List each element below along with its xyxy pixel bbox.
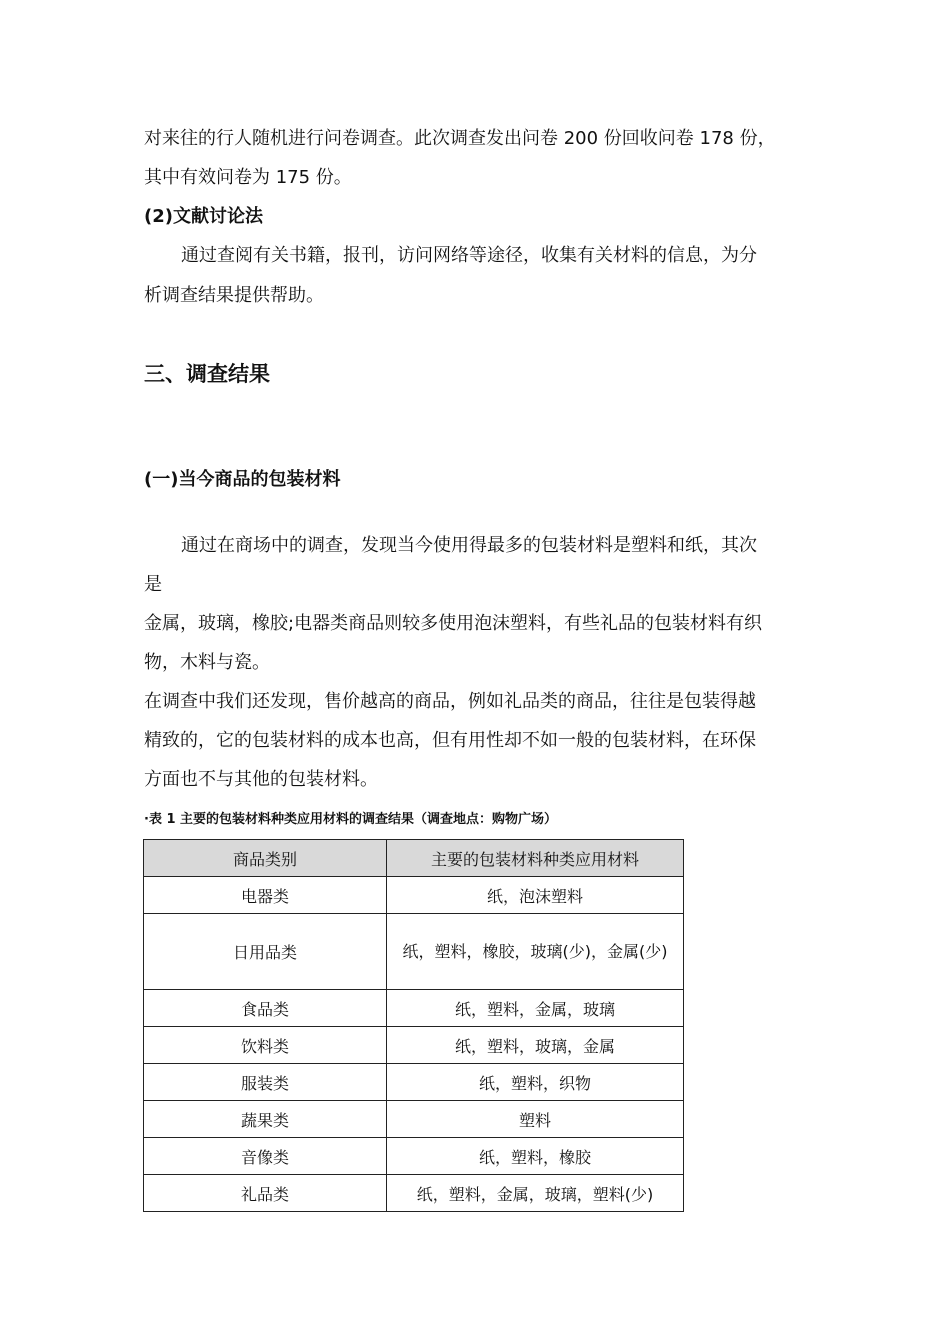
subsection-1-line-6: 精致的，它的包装材料的成本也高，但有用性却不如一般的包装材料，在环保 [144,730,756,751]
category-cell: 食品类 [144,990,387,1027]
materials-cell: 纸，塑料，金属，玻璃 [387,990,684,1027]
table-row [144,1175,684,1212]
table-row [144,1138,684,1175]
materials-cell: 纸，塑料，金属，玻璃，塑料(少) [387,1175,684,1212]
table-caption: ·表 1 主要的包装材料种类应用材料的调查结果（调查地点：购物广场） [144,812,558,827]
materials-cell: 纸，塑料，橡胶，玻璃(少)，金属(少) [387,914,684,990]
header-category: 商品类别 [144,840,387,877]
category-cell: 礼品类 [144,1175,387,1212]
table-row [144,990,684,1027]
subsection-1-line-5: 在调查中我们还发现，售价越高的商品，例如礼品类的商品，往往是包装得越 [144,691,756,712]
materials-cell: 塑料 [387,1101,684,1138]
method-2-paragraph-line-1: 通过查阅有关书籍，报刊，访问网络等途径，收集有关材料的信息，为分 [181,245,757,266]
table-row [144,914,684,990]
category-cell: 饮料类 [144,1027,387,1064]
category-cell: 蔬果类 [144,1101,387,1138]
subsection-1-line-3: 金属，玻璃，橡胶;电器类商品则较多使用泡沫塑料，有些礼品的包装材料有织 [144,613,763,634]
materials-table [143,839,684,1212]
materials-cell: 纸，塑料，织物 [387,1064,684,1101]
subsection-1-heading: (一)当今商品的包装材料 [144,469,341,490]
subsection-1-line-1: 通过在商场中的调查，发现当今使用得最多的包装材料是塑料和纸，其次 [181,535,757,556]
table-row [144,1027,684,1064]
method-2-paragraph-line-2: 析调查结果提供帮助。 [144,285,324,306]
subsection-1-line-4: 物，木料与瓷。 [144,652,270,673]
section-3-heading: 三、调查结果 [144,362,270,386]
subsection-1-line-2: 是 [144,574,162,595]
table-row [144,1101,684,1138]
category-cell: 电器类 [144,877,387,914]
category-cell: 日用品类 [144,914,387,990]
materials-cell: 纸，泡沫塑料 [387,877,684,914]
category-cell: 音像类 [144,1138,387,1175]
header-materials: 主要的包装材料种类应用材料 [387,840,684,877]
table-row [144,877,684,914]
survey-paragraph-line-1: 对来往的行人随机进行问卷调查。此次调查发出问卷 200 份回收问卷 178 份， [144,128,776,149]
materials-cell: 纸，塑料，橡胶 [387,1138,684,1175]
table-header-row [144,840,684,877]
materials-cell: 纸，塑料，玻璃，金属 [387,1027,684,1064]
subsection-1-line-7: 方面也不与其他的包装材料。 [144,769,378,790]
category-cell: 服装类 [144,1064,387,1101]
table-row [144,1064,684,1101]
method-2-heading: (2)文献讨论法 [144,206,263,227]
survey-paragraph-line-2: 其中有效问卷为 175 份。 [144,167,352,188]
